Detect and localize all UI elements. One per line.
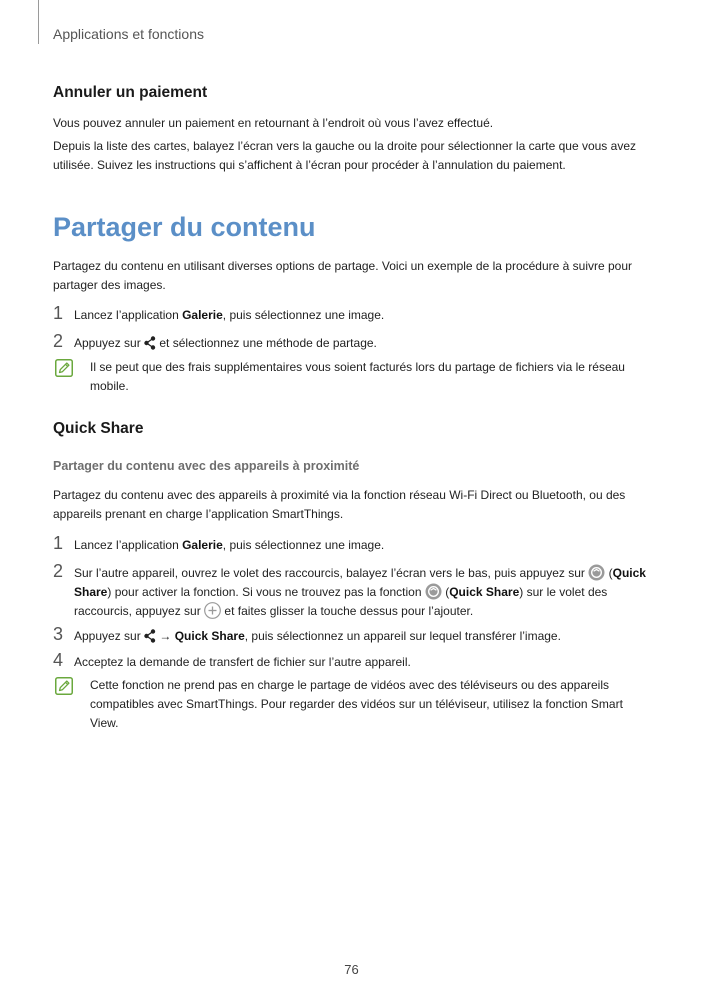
note-text: Il se peut que des frais supplémentaires vous soient facturés lors du partage de fichiers via le réseau mobile. bbox=[90, 360, 625, 393]
galerie-label: Galerie bbox=[182, 308, 223, 322]
cancel-p1: Vous pouvez annuler un paiement en retournant à l’endroit où vous l’avez effectué. bbox=[53, 116, 494, 130]
share-icon bbox=[144, 629, 156, 643]
share-intro-line2: partager des images. bbox=[53, 278, 166, 292]
galerie-label: Galerie bbox=[182, 538, 223, 552]
quickshare-intro-line1: Partagez du contenu avec des appareils à proximité via la fonction réseau Wi-Fi Direct ou Bluetooth, ou des bbox=[53, 488, 626, 502]
share-intro bbox=[53, 257, 653, 295]
step-number: 3 bbox=[53, 624, 64, 644]
step-number: 2 bbox=[53, 331, 64, 351]
step-number: 1 bbox=[53, 303, 64, 323]
step-text: Lancez l’application Galerie, puis sélectionnez une image. bbox=[74, 308, 385, 322]
share-heading: Partager du contenu bbox=[53, 212, 316, 242]
step-text: Acceptez la demande de transfert de fichier sur l’autre appareil. bbox=[74, 655, 411, 669]
quickshare-heading: Quick Share bbox=[53, 420, 144, 437]
note-pencil-icon bbox=[55, 359, 73, 377]
add-icon bbox=[204, 602, 221, 619]
quick-share-icon bbox=[588, 564, 605, 581]
quick-share-icon bbox=[425, 583, 442, 600]
share-intro-line1: Partagez du contenu en utilisant diverses options de partage. Voici un exemple de la procédure à suivre pour bbox=[53, 259, 633, 273]
cancel-heading: Annuler un paiement bbox=[53, 84, 208, 101]
quickshare-intro bbox=[53, 486, 653, 524]
share-icon bbox=[144, 336, 156, 350]
step-text: Sur l’autre appareil, ouvrez le volet des raccourcis, balayez l’écran vers le bas, puis appuyez sur (Quick Share) pour activer la fonction. Si vous ne trouvez pas la fonction (Quick Share) sur le volet des raccourcis, appuyez sur et faites glisser la touche dessus pour l’ajouter. bbox=[74, 566, 646, 618]
cancel-paragraph-2 bbox=[53, 137, 653, 175]
quick-share-label: Quick Share bbox=[174, 629, 245, 643]
step-number: 4 bbox=[53, 650, 64, 670]
arrow: → bbox=[156, 629, 175, 643]
step-number: 1 bbox=[53, 533, 64, 553]
note-pencil-icon bbox=[55, 677, 73, 695]
page-number: 76 bbox=[344, 962, 359, 977]
step-number: 2 bbox=[53, 561, 64, 581]
step-text: Lancez l’application Galerie, puis sélectionnez une image. bbox=[74, 538, 385, 552]
step-text: Appuyez sur et sélectionnez une méthode de partage. bbox=[74, 336, 377, 350]
section-header: Applications et fonctions bbox=[53, 26, 204, 42]
quickshare-intro-line2: appareils prenant en charge l’application SmartThings. bbox=[53, 507, 344, 521]
header-divider bbox=[38, 0, 39, 44]
cancel-p2-line1: Depuis la liste des cartes, balayez l’écran vers la gauche ou la droite pour sélectionner la carte que vous avez bbox=[53, 139, 636, 153]
cancel-paragraph-1 bbox=[53, 114, 653, 133]
note-text: Cette fonction ne prend pas en charge le partage de vidéos avec des téléviseurs ou des appareils compatibles avec SmartThings. Pour regarder des vidéos sur un téléviseur, utilisez la fonction Smart View. bbox=[90, 678, 623, 730]
quickshare-subheading: Partager du contenu avec des appareils à proximité bbox=[53, 459, 360, 473]
cancel-p2-line2: utilisée. Suivez les instructions qui s’affichent à l’écran pour procéder à l’annulation du paiement. bbox=[53, 158, 566, 172]
step-text: Appuyez sur → Quick Share, puis sélectionnez un appareil sur lequel transférer l’image. bbox=[74, 629, 561, 643]
